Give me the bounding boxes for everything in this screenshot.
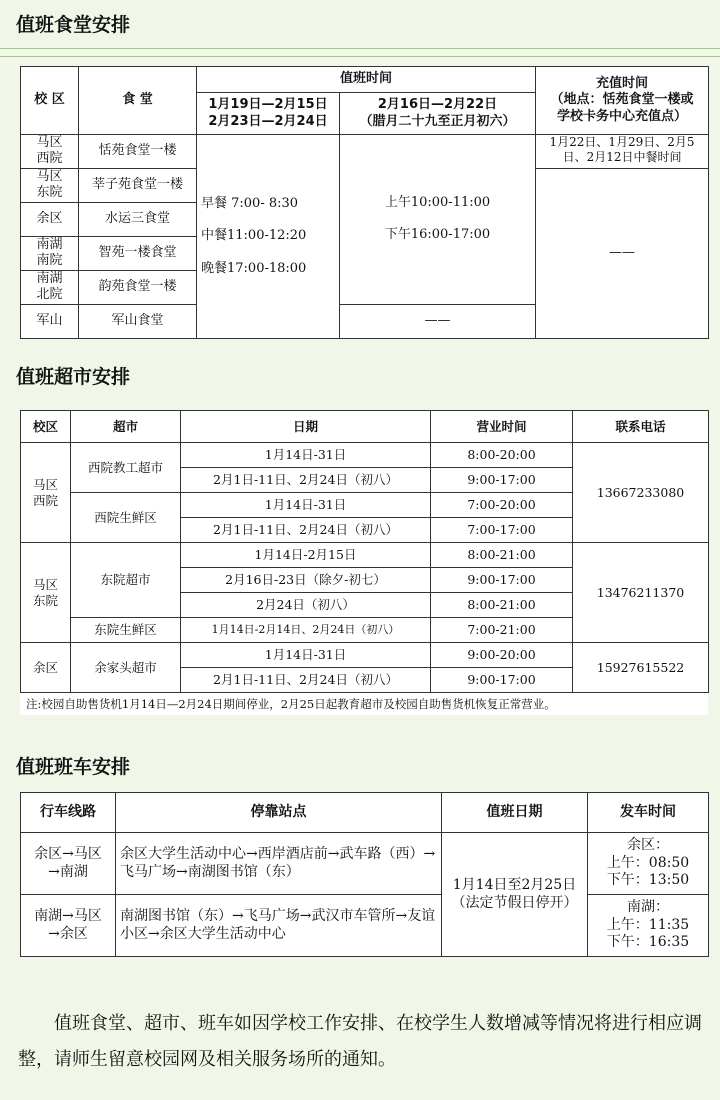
canteen-cell: 水运三食堂	[79, 202, 197, 236]
header-market: 超市	[71, 411, 181, 443]
canteen-section-title: 值班食堂安排	[16, 14, 131, 36]
date-cell: 1月14日-2月14日、2月24日（初八）	[181, 618, 431, 643]
bus-section-title: 值班班车安排	[16, 756, 131, 778]
hours-cell: 9:00-17:00	[431, 668, 573, 693]
date-cell: 1月14日-31日	[181, 493, 431, 518]
divider	[0, 56, 720, 57]
hours-cell: 8:00-20:00	[431, 443, 573, 468]
market-table-wrap	[20, 410, 708, 715]
hours-cell: 8:00-21:00	[431, 593, 573, 618]
campus-cell: 余区	[21, 202, 79, 236]
campus-cell: 马区 东院	[21, 543, 71, 643]
header-campus: 校区	[21, 411, 71, 443]
canteen-cell: 莘子苑食堂一楼	[79, 168, 197, 202]
header-campus: 校 区	[21, 67, 79, 135]
campus-cell: 南湖 南院	[21, 236, 79, 270]
canteen-table	[20, 66, 709, 339]
canteen-table-wrap	[20, 66, 708, 339]
hours-cell: 7:00-17:00	[431, 518, 573, 543]
holiday-times: 上午10:00-11:00 下午16:00-17:00	[340, 135, 536, 305]
hours-cell: 8:00-21:00	[431, 543, 573, 568]
date-cell: 2月16日-23日（除夕-初七）	[181, 568, 431, 593]
hours-cell: 9:00-17:00	[431, 468, 573, 493]
header-period-1: 1月19日—2月15日 2月23日—2月24日	[197, 93, 340, 135]
depart-cell: 南湖： 上午：11:35 下午：16:35	[588, 895, 709, 957]
campus-cell: 军山	[21, 304, 79, 338]
header-date: 日期	[181, 411, 431, 443]
recharge-time: 1月22日、1月29日、2月5日、2月12日中餐时间	[536, 135, 709, 169]
header-depart: 发车时间	[588, 793, 709, 833]
bus-table	[20, 792, 709, 957]
campus-cell: 马区 东院	[21, 168, 79, 202]
bus-table-wrap	[20, 792, 708, 957]
header-recharge: 充值时间 （地点：恬苑食堂一楼或 学校卡务中心充值点）	[536, 67, 709, 135]
hours-cell: 7:00-21:00	[431, 618, 573, 643]
canteen-cell: 智苑一楼食堂	[79, 236, 197, 270]
hours-cell: 9:00-20:00	[431, 643, 573, 668]
header-route: 行车线路	[21, 793, 116, 833]
meal-times: 早餐 7:00- 8:30 中餐11:00-12:20 晚餐17:00-18:00	[197, 135, 340, 339]
header-stops: 停靠站点	[116, 793, 442, 833]
market-cell: 东院超市	[71, 543, 181, 618]
divider	[0, 48, 720, 49]
route-cell: 南湖→马区 →余区	[21, 895, 116, 957]
recharge-dash: ——	[536, 168, 709, 338]
date-cell: 2月1日-11日、2月24日（初八）	[181, 668, 431, 693]
market-note: 注:校园自助售货机1月14日—2月24日期间停业，2月25日起教育超市及校园自助售货机恢复正常营业。	[26, 697, 556, 711]
header-period-2: 2月16日—2月22日 （腊月二十九至正月初六）	[340, 93, 536, 135]
header-canteen: 食 堂	[79, 67, 197, 135]
date-cell: 2月24日（初八）	[181, 593, 431, 618]
hours-cell: 9:00-17:00	[431, 568, 573, 593]
stops-cell: 南湖图书馆（东）→飞马广场→武汉市车管所→友谊小区→余区大学生活动中心	[116, 895, 442, 957]
canteen-cell: 韵苑食堂一楼	[79, 270, 197, 304]
phone-cell: 13476211370	[573, 543, 709, 643]
hours-cell: 7:00-20:00	[431, 493, 573, 518]
market-cell: 余家头超市	[71, 643, 181, 693]
holiday-dash: ——	[340, 304, 536, 338]
market-cell: 东院生鲜区	[71, 618, 181, 643]
date-cell: 2月1日-11日、2月24日（初八）	[181, 468, 431, 493]
campus-cell: 南湖 北院	[21, 270, 79, 304]
header-hours: 营业时间	[431, 411, 573, 443]
canteen-cell: 恬苑食堂一楼	[79, 135, 197, 169]
route-cell: 余区→马区 →南湖	[21, 833, 116, 895]
date-cell: 2月1日-11日、2月24日（初八）	[181, 518, 431, 543]
date-cell: 1月14日-31日	[181, 443, 431, 468]
header-date: 值班日期	[442, 793, 588, 833]
phone-cell: 15927615522	[573, 643, 709, 693]
bus-date-cell: 1月14日至2月25日（法定节假日停开）	[442, 833, 588, 957]
date-cell: 1月14日-31日	[181, 643, 431, 668]
campus-cell: 余区	[21, 643, 71, 693]
depart-cell: 余区： 上午：08:50 下午：13:50	[588, 833, 709, 895]
market-cell: 西院生鲜区	[71, 493, 181, 543]
market-section-title: 值班超市安排	[16, 366, 131, 388]
campus-cell: 马区 西院	[21, 135, 79, 169]
phone-cell: 13667233080	[573, 443, 709, 543]
header-phone: 联系电话	[573, 411, 709, 443]
stops-cell: 余区大学生活动中心→西岸酒店前→武车路（西）→飞马广场→南湖图书馆（东）	[116, 833, 442, 895]
footer-paragraph: 值班食堂、超市、班车如因学校工作安排、在校学生人数增减等情况将进行相应调整，请师生留意校园网及相关服务场所的通知。	[18, 1013, 702, 1070]
header-duty-time: 值班时间	[197, 67, 536, 93]
market-table	[20, 410, 709, 693]
canteen-cell: 军山食堂	[79, 304, 197, 338]
date-cell: 1月14日-2月15日	[181, 543, 431, 568]
campus-cell: 马区 西院	[21, 443, 71, 543]
market-cell: 西院教工超市	[71, 443, 181, 493]
